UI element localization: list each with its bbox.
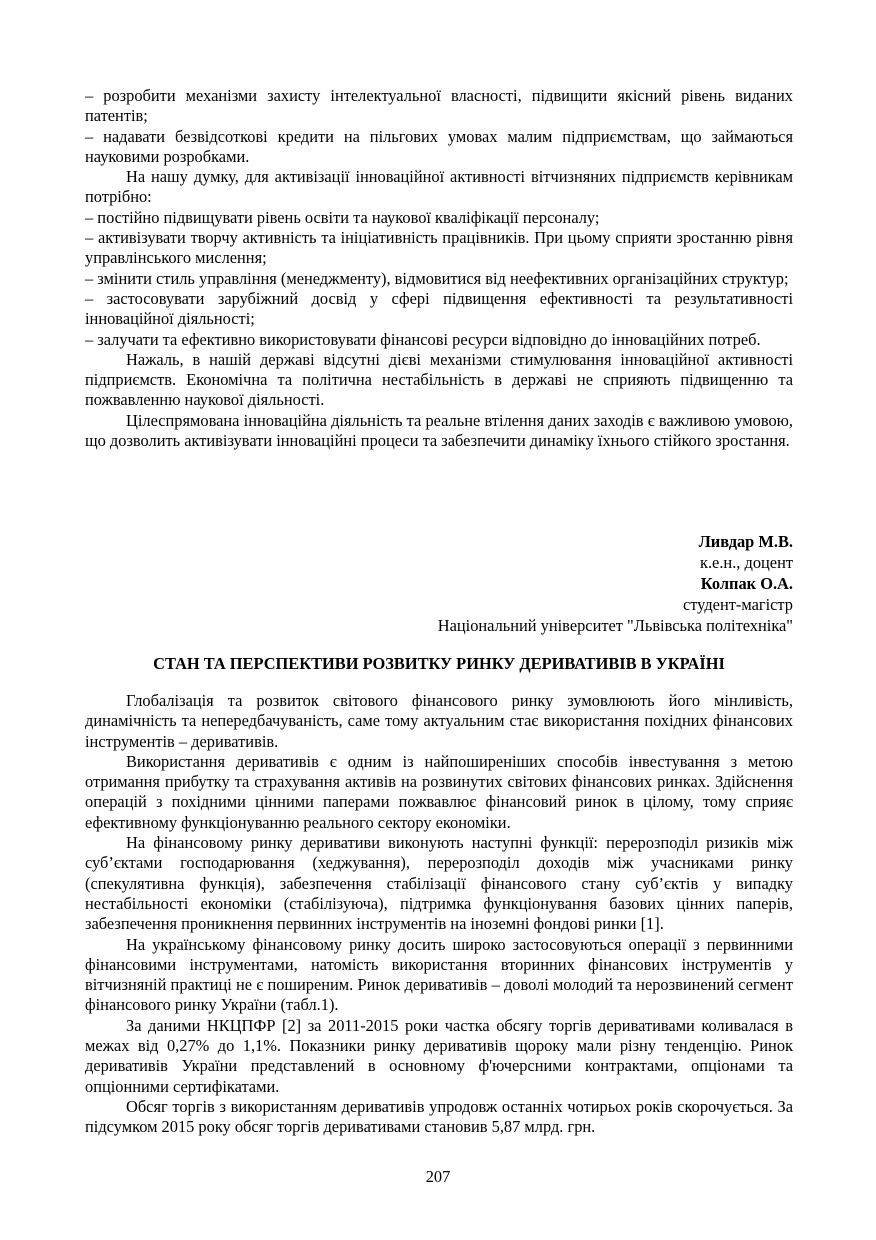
article-title: СТАН ТА ПЕРСПЕКТИВИ РОЗВИТКУ РИНКУ ДЕРИВАТИВІВ В УКРАЇНІ — [153, 654, 725, 673]
author-title: к.е.н., доцент — [699, 553, 793, 572]
paragraph-managers-need: На нашу думку, для активізації інноваційної активності вітчизняних підприємств керівникам потрібно: — [85, 167, 793, 207]
paragraph-nkcpfr-data: За даними НКЦПФР [2] за 2011-2015 роки частка обсягу торгів деривативами коливалася в межах від 0,27% до 1,1%. Показники ринку деривативів щороку мали різну тенденцію. Ринок деривативів України представлений в основному ф'ючерсними контрактами, опціонами та опціонними сертифікатами. — [85, 1015, 793, 1096]
paragraph-globalization: Глобалізація та розвиток світового фінансового ринку зумовлюють його мінливість, динамічність та непередбачуваність, саме тому актуальним стає використання похідних фінансових інструментів – деривативів. — [85, 691, 793, 751]
paragraph-trading-volume: Обсяг торгів з використанням деривативів упродовж останніх чотирьох років скорочується. За підсумком 2015 року обсяг торгів деривативами становив 5,87 млрд. грн. — [85, 1096, 793, 1137]
author-block — [438, 531, 793, 636]
list-item-foreign-experience: – застосовувати зарубіжний досвід у сфері підвищення ефективності та результативності інноваційної діяльності; — [85, 288, 793, 329]
article-body — [85, 691, 793, 1138]
paragraph-ukrainian-market: На українському фінансовому ринку досить широко застосовуються операції з первинними фінансовими інструментами, натомість використання вторинних фінансових інструментів у вітчизняній практиці не є поширеним. Ринок деривативів – доволі молодий та нерозвинений сегмент фінансового ринку України (табл.1). — [85, 934, 793, 1015]
list-item-protect-ip: – розробити механізми захисту інтелектуальної власності, підвищити якісний рівень виданих патентів; — [85, 86, 793, 126]
author-name: Ливдар М.В. — [698, 532, 793, 551]
author-affiliation: Національний університет "Львівська політехніка" — [437, 616, 793, 635]
list-item-creativity: – активізувати творчу активність та ініціативність працівників. При цьому сприяти зростанню рівня управлінського мислення; — [85, 228, 793, 268]
page-number: 207 — [425, 1167, 451, 1186]
list-item-financial-resources: – залучати та ефективно використовувати фінансові ресурси відповідно до інноваційних потреб. — [85, 329, 761, 349]
top-section — [85, 86, 793, 451]
list-item-education: – постійно підвищувати рівень освіти та наукової кваліфікації персоналу; — [85, 207, 600, 227]
paragraph-derivatives-use: Використання деривативів є одним із найпоширеніших способів інвестування з метою отримання прибутку та страхування активів на розвинутих світових фінансових ринках. Здійснення операцій з похідними цінними паперами пожвавлює фінансовий ринок в цілому, тому сприяє ефективному функціонуванню реального сектору економіки. — [85, 751, 793, 832]
list-item-management-style: – змінити стиль управління (менеджменту), відмовитися від неефективних організаційних структур; — [85, 268, 789, 288]
author-title: студент-магістр — [682, 595, 793, 614]
list-item-interest-free-credit: – надавати безвідсоткові кредити на пільгових умовах малим підприємствам, що займаються науковими розробками. — [85, 126, 793, 166]
author-name: Колпак О.А. — [700, 574, 793, 593]
paragraph-conclusion: Цілеспрямована інноваційна діяльність та реальне втілення даних заходів є важливою умовою, що дозволить активізувати інноваційні процеси та забезпечити динаміку їхнього стійкого зростання. — [85, 410, 793, 451]
paragraph-no-mechanisms: Нажаль, в нашій державі відсутні дієві механізми стимулювання інноваційної активності підприємств. Економічна та політична нестабільність в державі не сприяють підвищенню та пожвавленню наукової діяльності. — [85, 349, 793, 410]
paragraph-functions: На фінансовому ринку деривативи виконують наступні функції: перерозподіл ризиків між суб’єктами господарювання (хеджування), перерозподіл доходів між учасниками ринку (спекулятивна функція), забезпечення стабілізації фінансового стану суб’єктів у випадку нестабільності економіки (стабілізуюча), підтримка функціонування базових цінних паперів, забезпечення проникнення первинних інструментів на іноземні фондові ринки [1]. — [85, 833, 793, 934]
